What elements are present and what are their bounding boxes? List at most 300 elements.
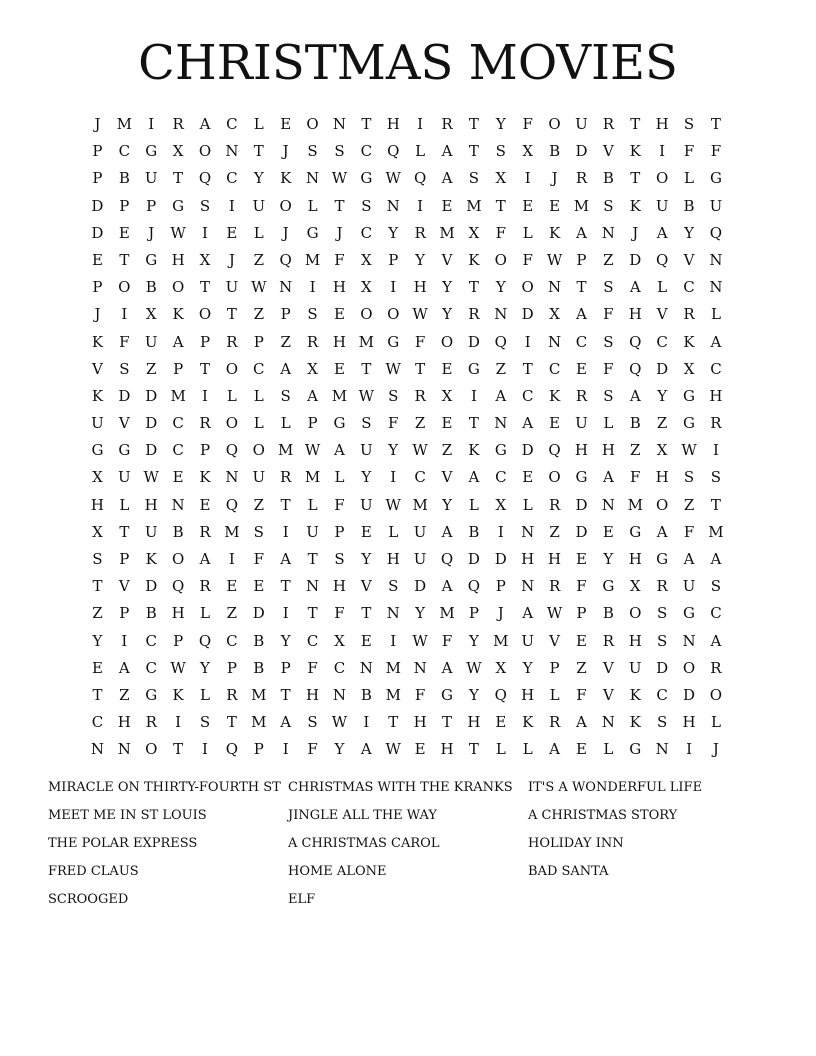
grid-letter: Q xyxy=(413,169,427,188)
grid-letter: N xyxy=(494,305,508,324)
grid-letter: R xyxy=(441,115,453,133)
word-list-item: MEET ME IN ST LOUIS xyxy=(48,808,207,823)
grid-letter: L xyxy=(334,468,345,487)
grid-letter: E xyxy=(576,359,587,378)
grid-letter: C xyxy=(253,359,265,378)
grid-letter: R xyxy=(548,577,561,596)
grid-letter: R xyxy=(548,713,561,732)
grid-letter: V xyxy=(656,305,668,324)
grid-letter: C xyxy=(306,631,319,650)
grid-letter: L xyxy=(253,115,264,133)
grid-letter: R xyxy=(199,522,211,541)
grid-letter: B xyxy=(145,278,157,297)
grid-letter: I xyxy=(282,522,289,541)
grid-letter: D xyxy=(683,685,696,704)
grid-letter: B xyxy=(360,685,372,704)
grid-letter: P xyxy=(334,522,345,541)
grid-letter: Z xyxy=(253,495,264,514)
grid-letter: T xyxy=(415,359,426,378)
grid-letter: T xyxy=(307,604,318,623)
grid-letter: F xyxy=(576,685,587,704)
grid-letter: N xyxy=(709,250,723,269)
grid-letter: R xyxy=(306,332,319,351)
word-list-item: IT'S A WONDERFUL LIFE xyxy=(528,780,703,795)
grid-letter: M xyxy=(412,495,428,514)
grid-letter: A xyxy=(522,604,534,623)
grid-letter: F xyxy=(576,577,587,596)
grid-letter: T xyxy=(92,577,103,596)
grid-letter: W xyxy=(358,386,375,405)
word-list-item: HOLIDAY INN xyxy=(528,836,624,851)
grid-letter: R xyxy=(414,223,426,242)
grid-letter: O xyxy=(548,115,561,133)
grid-letter: T xyxy=(280,577,291,596)
grid-letter: E xyxy=(199,495,211,514)
grid-letter: A xyxy=(710,332,722,351)
grid-letter: O xyxy=(440,332,454,351)
grid-letter: Z xyxy=(226,604,238,623)
grid-letter: U xyxy=(413,522,427,541)
grid-letter: C xyxy=(495,468,507,487)
grid-letter: Z xyxy=(441,441,453,460)
grid-letter: T xyxy=(226,305,237,324)
grid-letter: S xyxy=(683,468,695,487)
grid-letter: B xyxy=(145,604,157,623)
grid-letter: Q xyxy=(387,142,400,161)
grid-letter: O xyxy=(171,278,185,297)
grid-letter: D xyxy=(145,577,158,596)
grid-letter: K xyxy=(629,713,641,732)
grid-letter: A xyxy=(307,386,318,405)
grid-letter: I xyxy=(175,713,182,732)
grid-letter: N xyxy=(171,495,185,514)
grid-letter: S xyxy=(603,332,614,351)
grid-letter: X xyxy=(495,495,507,514)
grid-letter: M xyxy=(358,332,375,351)
grid-letter: O xyxy=(521,278,534,297)
grid-letter: W xyxy=(331,169,348,188)
grid-letter: T xyxy=(173,169,184,188)
grid-letter: U xyxy=(252,468,266,487)
grid-letter: H xyxy=(332,577,346,596)
grid-letter: P xyxy=(92,142,103,161)
grid-letter: C xyxy=(360,142,373,161)
grid-letter: Y xyxy=(603,550,614,568)
grid-letter: H xyxy=(171,250,185,269)
grid-letter: E xyxy=(441,414,453,433)
grid-letter: C xyxy=(172,441,184,460)
grid-letter: I xyxy=(228,550,235,568)
word-list-item: THE POLAR EXPRESS xyxy=(48,836,198,851)
grid-letter: Z xyxy=(683,495,695,514)
grid-letter: T xyxy=(173,740,184,759)
grid-letter: M xyxy=(439,604,455,623)
grid-letter: L xyxy=(710,713,721,732)
grid-letter: F xyxy=(307,740,318,759)
grid-letter: R xyxy=(602,631,615,650)
grid-letter: N xyxy=(225,468,239,487)
grid-letter: O xyxy=(682,658,696,677)
grid-letter: G xyxy=(145,250,158,269)
grid-letter: H xyxy=(548,550,562,568)
grid-letter: L xyxy=(253,414,264,433)
grid-letter: U xyxy=(655,196,669,215)
grid-letter: T xyxy=(468,414,479,433)
grid-letter: C xyxy=(414,468,426,487)
grid-letter: E xyxy=(118,223,130,242)
grid-letter: N xyxy=(225,142,239,161)
grid-letter: S xyxy=(468,169,480,188)
grid-letter: E xyxy=(602,522,614,541)
grid-letter: C xyxy=(521,386,534,405)
grid-letter: T xyxy=(200,278,211,297)
grid-letter: U xyxy=(709,196,723,215)
grid-letter: T xyxy=(334,196,345,215)
grid-letter: X xyxy=(172,142,184,161)
grid-letter: I xyxy=(121,305,128,324)
grid-letter: H xyxy=(90,495,104,514)
grid-letter: W xyxy=(681,441,697,460)
grid-letter: T xyxy=(200,359,211,378)
grid-letter: R xyxy=(548,495,561,514)
grid-letter: H xyxy=(521,550,535,568)
grid-letter: B xyxy=(602,604,614,623)
grid-letter: I xyxy=(417,115,424,133)
grid-letter: L xyxy=(549,685,560,704)
grid-letter: R xyxy=(602,115,615,133)
grid-letter: S xyxy=(603,278,614,297)
grid-letter: Q xyxy=(494,685,507,704)
grid-letter: S xyxy=(657,604,668,623)
grid-letter: I xyxy=(202,740,208,759)
grid-letter: Z xyxy=(253,305,264,324)
grid-letter: Q xyxy=(494,332,507,351)
grid-letter: G xyxy=(145,685,158,704)
grid-letter: F xyxy=(522,250,533,269)
grid-letter: T xyxy=(280,685,291,704)
grid-letter: D xyxy=(575,495,588,514)
grid-letter: Q xyxy=(548,441,561,460)
grid-letter: Y xyxy=(522,658,533,677)
grid-letter: J xyxy=(712,740,719,759)
word-list-item: CHRISTMAS WITH THE KRANKS xyxy=(288,780,513,795)
grid-letter: H xyxy=(413,278,427,297)
grid-letter: M xyxy=(251,713,267,732)
grid-letter: Z xyxy=(280,332,291,351)
grid-letter: N xyxy=(655,740,669,759)
grid-letter: P xyxy=(468,604,479,623)
grid-letter: V xyxy=(118,577,130,596)
grid-letter: I xyxy=(712,441,719,460)
grid-letter: A xyxy=(280,359,292,378)
grid-letter: Y xyxy=(442,278,452,297)
grid-letter: R xyxy=(683,305,695,324)
grid-letter: E xyxy=(522,468,534,487)
grid-letter: G xyxy=(387,332,400,351)
grid-letter: V xyxy=(92,359,103,378)
grid-letter: S xyxy=(199,713,211,732)
grid-letter: K xyxy=(629,196,641,215)
grid-letter: Y xyxy=(361,550,372,568)
grid-letter: S xyxy=(710,577,722,596)
grid-letter: K xyxy=(468,441,480,460)
grid-letter: S xyxy=(253,522,264,541)
grid-letter: Y xyxy=(684,223,694,242)
grid-letter: P xyxy=(280,658,291,677)
grid-letter: M xyxy=(466,196,482,215)
grid-letter: Z xyxy=(495,359,507,378)
grid-letter: Y xyxy=(92,631,103,650)
grid-letter: I xyxy=(390,631,397,650)
grid-letter: Q xyxy=(279,250,292,269)
grid-letter: N xyxy=(332,115,347,133)
grid-letter: L xyxy=(200,685,210,704)
grid-letter: E xyxy=(360,631,372,650)
grid-letter: U xyxy=(360,441,373,460)
grid-letter: E xyxy=(333,305,345,324)
grid-letter: W xyxy=(412,441,428,460)
grid-letter: U xyxy=(682,577,696,596)
grid-letter: C xyxy=(656,332,668,351)
grid-letter: L xyxy=(710,305,721,324)
grid-letter: K xyxy=(548,223,561,242)
grid-letter: N xyxy=(386,196,400,215)
grid-letter: A xyxy=(334,441,345,460)
grid-letter: K xyxy=(199,468,211,487)
grid-letter: F xyxy=(334,604,345,623)
grid-letter: T xyxy=(92,685,103,704)
grid-letter: R xyxy=(468,305,480,324)
grid-letter: H xyxy=(413,713,427,732)
grid-letter: B xyxy=(118,169,130,188)
word-list-item: HOME ALONE xyxy=(288,864,387,879)
grid-letter: L xyxy=(603,740,614,759)
grid-letter: B xyxy=(253,631,265,650)
grid-letter: K xyxy=(522,713,534,732)
grid-letter: L xyxy=(522,495,533,514)
grid-letter: T xyxy=(630,169,641,188)
grid-letter: M xyxy=(385,658,401,677)
grid-letter: N xyxy=(90,740,104,759)
grid-letter: A xyxy=(656,522,668,541)
grid-letter: A xyxy=(172,332,184,351)
grid-letter: W xyxy=(412,631,428,650)
grid-letter: R xyxy=(575,169,588,188)
grid-letter: C xyxy=(575,332,588,351)
grid-letter: A xyxy=(199,550,211,568)
grid-letter: X xyxy=(334,631,345,650)
grid-letter: F xyxy=(334,250,345,269)
grid-letter: M xyxy=(331,386,348,405)
grid-letter: H xyxy=(574,441,589,460)
grid-letter: I xyxy=(417,196,424,215)
grid-letter: N xyxy=(306,577,320,596)
grid-letter: L xyxy=(280,414,291,433)
grid-letter: L xyxy=(415,142,426,161)
grid-letter: T xyxy=(226,713,237,732)
grid-letter: E xyxy=(91,250,103,269)
grid-letter: I xyxy=(202,223,208,242)
grid-letter: O xyxy=(225,414,239,433)
word-list-item: JINGLE ALL THE WAY xyxy=(288,808,437,823)
grid-letter: R xyxy=(414,386,426,405)
grid-letter: T xyxy=(442,713,453,732)
grid-letter: Y xyxy=(388,441,399,460)
grid-letter: A xyxy=(629,278,641,297)
grid-letter: Y xyxy=(361,468,372,487)
grid-letter: D xyxy=(145,441,158,460)
grid-letter: X xyxy=(522,142,534,161)
grid-letter: P xyxy=(253,332,264,351)
grid-letter: O xyxy=(252,441,265,460)
grid-letter: I xyxy=(363,713,370,732)
grid-letter: Y xyxy=(280,631,291,650)
grid-letter: K xyxy=(683,332,695,351)
grid-letter: M xyxy=(251,685,267,704)
grid-letter: G xyxy=(683,414,696,433)
grid-letter: A xyxy=(576,713,587,732)
grid-letter: G xyxy=(575,468,588,487)
grid-letter: X xyxy=(629,577,641,596)
grid-letter: J xyxy=(282,142,289,161)
grid-letter: T xyxy=(522,359,533,378)
grid-letter: P xyxy=(146,196,157,215)
grid-letter: A xyxy=(576,305,587,324)
grid-letter: M xyxy=(170,386,186,405)
grid-letter: Q xyxy=(467,577,481,596)
grid-letter: R xyxy=(575,386,588,405)
grid-letter: H xyxy=(386,115,400,133)
grid-letter: W xyxy=(412,305,428,324)
grid-letter: A xyxy=(656,223,668,242)
grid-letter: I xyxy=(390,468,397,487)
grid-letter: N xyxy=(548,278,562,297)
grid-letter: O xyxy=(225,359,239,378)
grid-letter: E xyxy=(576,550,587,568)
grid-letter: U xyxy=(144,332,158,351)
grid-letter: N xyxy=(332,685,347,704)
grid-letter: R xyxy=(226,685,238,704)
grid-letter: G xyxy=(602,577,615,596)
grid-letter: M xyxy=(304,468,321,487)
grid-letter: S xyxy=(361,196,372,215)
grid-letter: V xyxy=(602,142,614,161)
grid-letter: V xyxy=(683,250,695,269)
grid-letter: T xyxy=(361,115,372,133)
grid-letter: E xyxy=(495,713,507,732)
grid-letter: R xyxy=(172,115,184,133)
grid-letter: B xyxy=(468,522,480,541)
grid-letter: H xyxy=(709,386,723,405)
grid-letter: H xyxy=(171,604,185,623)
grid-letter: E xyxy=(549,196,561,215)
grid-letter: F xyxy=(710,142,722,161)
grid-letter: P xyxy=(280,305,291,324)
grid-letter: F xyxy=(683,522,695,541)
word-list-item: A CHRISTMAS STORY xyxy=(528,808,678,823)
grid-letter: X xyxy=(549,305,560,324)
grid-letter: V xyxy=(441,250,453,269)
grid-letter: M xyxy=(627,495,643,514)
grid-letter: A xyxy=(199,115,211,133)
grid-letter: Z xyxy=(630,441,641,460)
grid-letter: D xyxy=(629,250,642,269)
grid-letter: I xyxy=(497,522,504,541)
grid-letter: K xyxy=(629,142,641,161)
grid-letter: H xyxy=(682,713,696,732)
grid-letter: C xyxy=(91,713,104,732)
grid-letter: F xyxy=(119,332,130,351)
grid-letter: X xyxy=(361,278,372,297)
grid-letter: S xyxy=(657,713,668,732)
grid-letter: Z xyxy=(92,604,103,623)
grid-letter: L xyxy=(119,495,130,514)
grid-letter: D xyxy=(91,196,104,215)
grid-letter: F xyxy=(441,631,453,650)
grid-letter: W xyxy=(170,223,186,242)
grid-letter: T xyxy=(307,550,318,568)
grid-letter: C xyxy=(710,604,722,623)
grid-letter: F xyxy=(414,332,426,351)
grid-letter: S xyxy=(495,142,506,161)
grid-letter: C xyxy=(226,169,238,188)
grid-letter: H xyxy=(144,495,158,514)
grid-letter: P xyxy=(92,169,103,188)
grid-letter: R xyxy=(280,468,292,487)
grid-letter: N xyxy=(306,169,320,188)
grid-letter: H xyxy=(601,441,615,460)
grid-letter: E xyxy=(522,196,534,215)
grid-letter: X xyxy=(468,223,480,242)
grid-letter: H xyxy=(628,550,642,568)
grid-letter: N xyxy=(413,658,427,677)
grid-letter: P xyxy=(92,278,103,297)
grid-letter: P xyxy=(253,740,264,759)
grid-letter: P xyxy=(495,577,506,596)
grid-letter: T xyxy=(119,250,130,269)
grid-letter: O xyxy=(548,468,561,487)
grid-letter: M xyxy=(278,441,294,460)
grid-letter: G xyxy=(360,169,373,188)
grid-letter: K xyxy=(629,685,641,704)
letter-grid xyxy=(84,111,729,764)
grid-letter: V xyxy=(602,685,614,704)
grid-letter: C xyxy=(226,115,238,133)
grid-letter: I xyxy=(202,386,208,405)
grid-letter: L xyxy=(522,223,533,242)
grid-letter: S xyxy=(92,550,103,568)
grid-letter: Q xyxy=(629,332,642,351)
grid-letter: C xyxy=(118,142,131,161)
grid-letter: S xyxy=(388,386,399,405)
grid-letter: F xyxy=(414,685,426,704)
grid-letter: T xyxy=(280,495,291,514)
grid-letter: L xyxy=(226,386,237,405)
grid-letter: Y xyxy=(442,305,452,324)
grid-letter: Q xyxy=(225,441,239,460)
grid-letter: Y xyxy=(657,386,668,405)
grid-letter: G xyxy=(683,386,696,405)
grid-letter: X xyxy=(656,441,668,460)
grid-letter: U xyxy=(144,169,158,188)
grid-letter: E xyxy=(549,414,561,433)
grid-letter: I xyxy=(148,115,155,133)
grid-letter: G xyxy=(306,223,319,242)
grid-letter: N xyxy=(279,278,293,297)
grid-letter: X xyxy=(307,359,318,378)
grid-letter: J xyxy=(282,223,289,242)
grid-letter: W xyxy=(143,468,159,487)
